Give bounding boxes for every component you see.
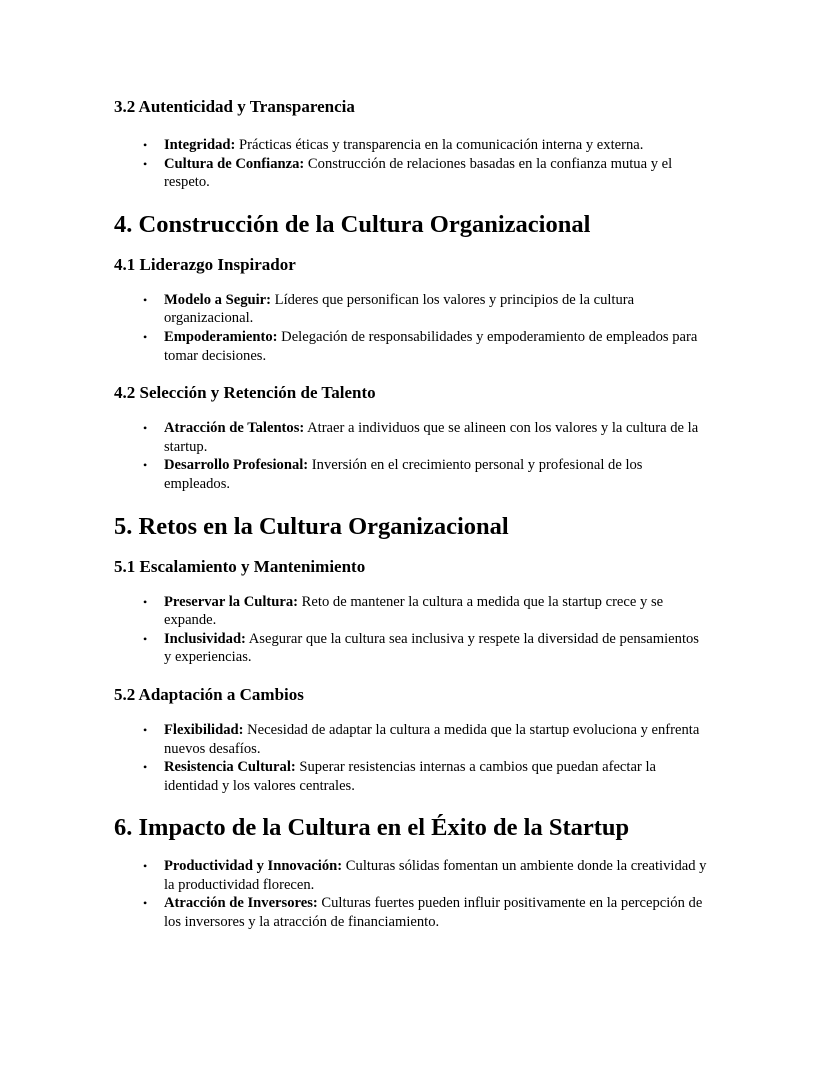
item-term: Atracción de Talentos:: [164, 420, 305, 437]
list-item: [114, 419, 709, 456]
list-item: [114, 328, 709, 365]
item-term: Cultura de Confianza:: [164, 155, 305, 172]
bullet-icon: •: [143, 156, 148, 171]
item-term: Productividad y Innovación:: [164, 858, 343, 875]
bullet-icon: •: [143, 631, 148, 646]
document-page: [114, 96, 714, 932]
item-text: Asegurar que la cultura sea inclusiva y respete la diversidad de pensamientos y experiencias.: [164, 630, 699, 666]
bullet-list-4-2: [114, 419, 714, 493]
list-item: [114, 758, 709, 795]
bullet-list-4-1: [114, 291, 714, 365]
item-text: Construcción de relaciones basadas en la confianza mutua y el respeto.: [164, 155, 673, 191]
list-item: [114, 136, 709, 155]
item-text: Prácticas éticas y transparencia en la comunicación interna y externa.: [235, 137, 644, 153]
section-heading-6: 6. Impacto de la Cultura en el Éxito de la Startup: [114, 814, 630, 842]
bullet-list-6: [114, 857, 714, 931]
item-term: Preservar la Cultura:: [164, 593, 299, 610]
item-term: Modelo a Seguir:: [164, 291, 272, 308]
list-item: [114, 721, 709, 758]
bullet-icon: •: [143, 859, 148, 874]
item-term: Inclusividad:: [164, 630, 246, 647]
bullet-icon: •: [143, 594, 148, 609]
bullet-icon: •: [143, 896, 148, 911]
item-text: Superar resistencias internas a cambios que puedan afectar la identidad y los valores centrales.: [164, 759, 656, 794]
item-term: Desarrollo Profesional:: [164, 457, 309, 474]
subsection-heading-5-1: 5.1 Escalamiento y Mantenimiento: [114, 556, 366, 576]
list-item: [114, 593, 709, 630]
bullet-list-5-2: [114, 721, 714, 795]
subsection-heading-3-2: 3.2 Autenticidad y Transparencia: [114, 97, 355, 116]
item-text: Líderes que personifican los valores y principios de la cultura organizacional.: [164, 291, 635, 327]
bullet-list-5-1: [114, 593, 714, 667]
bullet-icon: •: [143, 329, 148, 344]
list-item: [114, 894, 709, 931]
item-term: Empoderamiento:: [164, 328, 278, 345]
list-item: [114, 291, 709, 328]
subsection-heading-4-1: 4.1 Liderazgo Inspirador: [114, 254, 296, 274]
item-text: Atraer a individuos que se alineen con los valores y la cultura de la startup.: [164, 420, 699, 455]
bullet-icon: •: [143, 760, 148, 775]
bullet-icon: •: [143, 458, 148, 473]
subsection-heading-4-2: 4.2 Selección y Retención de Talento: [114, 383, 376, 403]
list-item: [114, 155, 709, 192]
item-text: Delegación de responsabilidades y empoderamiento de empleados para tomar decisiones.: [164, 328, 698, 364]
item-term: Resistencia Cultural:: [164, 759, 296, 776]
bullet-icon: •: [143, 421, 148, 436]
bullet-icon: •: [143, 722, 148, 737]
item-term: Atracción de Inversores:: [164, 895, 318, 912]
item-text: Inversión en el crecimiento personal y profesional de los empleados.: [164, 457, 643, 492]
item-text: Necesidad de adaptar la cultura a medida que la startup evoluciona y enfrenta nuevos desafíos.: [164, 721, 700, 757]
bullet-list-3-2: [114, 136, 714, 192]
list-item: [114, 857, 709, 894]
list-item: [114, 456, 709, 493]
item-text: Culturas sólidas fomentan un ambiente donde la creatividad y la productividad florecen.: [164, 858, 707, 893]
item-term: Flexibilidad:: [164, 721, 244, 738]
subsection-heading-5-2: 5.2 Adaptación a Cambios: [114, 684, 304, 704]
section-heading-5: 5. Retos en la Cultura Organizacional: [114, 512, 509, 540]
item-text: Reto de mantener la cultura a medida que la startup crece y se expande.: [164, 593, 664, 629]
item-text: Culturas fuertes pueden influir positivamente en la percepción de los inversores y la atracción de financiamiento.: [164, 895, 703, 931]
section-heading-4: 4. Construcción de la Cultura Organizacional: [114, 210, 591, 238]
item-term: Integridad:: [164, 137, 236, 153]
bullet-icon: •: [143, 292, 148, 307]
list-item: [114, 630, 709, 667]
bullet-icon: •: [143, 138, 148, 152]
